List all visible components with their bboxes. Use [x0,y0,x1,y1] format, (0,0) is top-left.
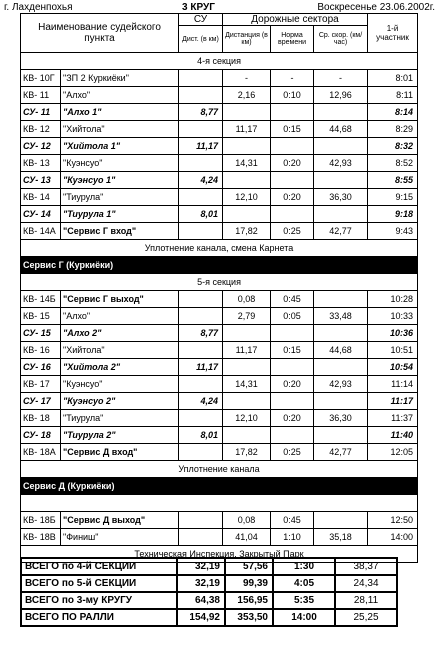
point-name: "Тиурула" [61,189,179,206]
stage-row [21,427,418,444]
point-code: КВ- 12 [21,121,61,138]
col-norm-time: Норма времени [271,26,314,53]
control-row [21,87,418,104]
point-code: КВ- 11 [21,87,61,104]
stage-row [21,138,418,155]
first-participant-time: 10:51 [368,342,418,359]
sector-distance [223,206,271,223]
service-banner-row [21,478,418,495]
point-code: СУ- 17 [21,393,61,410]
sector-distance [223,393,271,410]
su-distance: 4,24 [179,172,223,189]
section-note-row [21,274,418,291]
su-distance: 4,24 [179,393,223,410]
control-row [21,529,418,546]
sector-distance [223,359,271,376]
point-name: "Куэнсуо 1" [61,172,179,189]
summary-speed: 38,37 [335,558,397,575]
header-row-1 [21,14,418,26]
summary-speed: 25,25 [335,609,397,626]
su-distance [179,70,223,87]
norm-time [271,325,314,342]
point-name: "ЗП 2 Куркиёки" [61,70,179,87]
summary-label: ВСЕГО по 3-му КРУГУ [21,592,177,609]
avg-speed: 42,77 [314,223,368,240]
su-distance [179,410,223,427]
sector-distance: 0,08 [223,512,271,529]
control-row [21,376,418,393]
stage-row [21,206,418,223]
point-name: "Хийтола 2" [61,359,179,376]
control-row [21,291,418,308]
su-distance [179,444,223,461]
norm-time: 1:10 [271,529,314,546]
su-distance [179,121,223,138]
summary-row [21,575,397,592]
control-row [21,410,418,427]
control-row [21,444,418,461]
norm-time: 0:20 [271,410,314,427]
summary-time: 4:05 [273,575,335,592]
sector-distance: 11,17 [223,342,271,359]
norm-time [271,427,314,444]
point-code: КВ- 16 [21,342,61,359]
su-distance: 8,77 [179,104,223,121]
stage-row [21,393,418,410]
norm-time [271,138,314,155]
norm-time: 0:10 [271,87,314,104]
summary-time: 1:30 [273,558,335,575]
sector-distance: 12,10 [223,189,271,206]
summary-label: ВСЕГО по 4-й СЕКЦИИ [21,558,177,575]
section-note-row [21,53,418,70]
norm-time: 0:20 [271,155,314,172]
control-row [21,155,418,172]
su-distance: 8,01 [179,206,223,223]
sector-distance: 17,82 [223,223,271,240]
sector-distance: 14,31 [223,376,271,393]
date-label: Воскресенье 23.06.2002г. [317,2,435,13]
su-distance [179,308,223,325]
sector-distance: 2,16 [223,87,271,104]
point-name: "Куэнсуо 2" [61,393,179,410]
point-name: "Хийтола" [61,121,179,138]
loop-title: 3 КРУГ [182,2,215,13]
first-participant-time: 8:32 [368,138,418,155]
first-participant-time: 12:05 [368,444,418,461]
stage-row [21,172,418,189]
norm-time [271,172,314,189]
avg-speed: 12,96 [314,87,368,104]
point-code: КВ- 14Б [21,291,61,308]
su-distance [179,189,223,206]
point-name: "Алхо 2" [61,325,179,342]
sector-distance: 0,08 [223,291,271,308]
first-participant-time: 14:00 [368,529,418,546]
section-note-row [21,240,418,257]
avg-speed [314,427,368,444]
sector-distance [223,104,271,121]
sector-distance: 14,31 [223,155,271,172]
norm-time [271,393,314,410]
summary-distance: 57,56 [225,558,273,575]
col-avg-speed: Ср. скор. (км/час) [314,26,368,53]
sector-distance: - [223,70,271,87]
summary-distance: 99,39 [225,575,273,592]
sector-distance [223,138,271,155]
sector-distance: 12,10 [223,410,271,427]
avg-speed: 36,30 [314,410,368,427]
summary-su-distance: 32,19 [177,558,225,575]
spacer [21,495,418,512]
first-participant-time: 10:28 [368,291,418,308]
summary-label: ВСЕГО ПО РАЛЛИ [21,609,177,626]
point-name: "Алхо 1" [61,104,179,121]
avg-speed: 33,48 [314,308,368,325]
sector-distance [223,172,271,189]
avg-speed: 42,77 [314,444,368,461]
sector-distance: 41,04 [223,529,271,546]
first-participant-time: 8:01 [368,70,418,87]
point-name: "Хийтола" [61,342,179,359]
spacer-row [21,495,418,512]
service-banner: Сервис Д (Куркиёки) [21,478,418,495]
summary-distance: 156,95 [225,592,273,609]
first-participant-time: 9:15 [368,189,418,206]
su-distance [179,291,223,308]
norm-time [271,359,314,376]
sector-distance [223,427,271,444]
first-participant-time: 8:55 [368,172,418,189]
col-road-sectors: Дорожные сектора [223,14,368,26]
service-banner: Сервис Г (Куркиёки) [21,257,418,274]
point-code: КВ- 18 [21,410,61,427]
first-participant-time: 10:36 [368,325,418,342]
summary-speed: 28,11 [335,592,397,609]
point-code: СУ- 12 [21,138,61,155]
point-name: "Хийтола 1" [61,138,179,155]
norm-time: 0:25 [271,223,314,240]
col-su-dist: Дист. (в км) [179,26,223,53]
point-name: "Сервис Д вход" [61,444,179,461]
norm-time: 0:25 [271,444,314,461]
norm-time [271,206,314,223]
control-row [21,121,418,138]
avg-speed [314,206,368,223]
schedule-table [20,13,418,563]
su-distance [179,376,223,393]
first-participant-time: 11:40 [368,427,418,444]
avg-speed: - [314,70,368,87]
avg-speed [314,359,368,376]
control-row [21,223,418,240]
summary-label: ВСЕГО по 5-й СЕКЦИИ [21,575,177,592]
summary-su-distance: 64,38 [177,592,225,609]
stage-row [21,359,418,376]
avg-speed: 35,18 [314,529,368,546]
col-point-name: Наименование судейского пункта [21,14,179,53]
sector-distance [223,325,271,342]
section-note-row [21,461,418,478]
su-distance: 11,17 [179,359,223,376]
avg-speed [314,393,368,410]
norm-time [271,104,314,121]
summary-distance: 353,50 [225,609,273,626]
point-code: КВ- 18А [21,444,61,461]
stage-row [21,325,418,342]
point-code: СУ- 18 [21,427,61,444]
summary-su-distance: 32,19 [177,575,225,592]
summary-speed: 24,34 [335,575,397,592]
sector-distance: 2,79 [223,308,271,325]
control-row [21,70,418,87]
norm-time: 0:20 [271,376,314,393]
first-participant-time: 10:54 [368,359,418,376]
norm-time: 0:45 [271,291,314,308]
avg-speed: 42,93 [314,155,368,172]
point-code: КВ- 10Г [21,70,61,87]
norm-time: 0:20 [271,189,314,206]
su-distance [179,529,223,546]
point-name: "Тиурула 2" [61,427,179,444]
first-participant-time: 9:43 [368,223,418,240]
service-banner-row [21,257,418,274]
point-name: "Тиурула 1" [61,206,179,223]
avg-speed [314,104,368,121]
avg-speed [314,291,368,308]
avg-speed: 36,30 [314,189,368,206]
avg-speed [314,325,368,342]
norm-time: 0:05 [271,308,314,325]
point-code: КВ- 17 [21,376,61,393]
su-distance [179,223,223,240]
col-su: СУ [179,14,223,26]
avg-speed: 44,68 [314,342,368,359]
city-label: г. Лахденпохья [4,2,73,13]
norm-time: 0:15 [271,342,314,359]
section-note: 4-я секция [21,53,418,70]
norm-time: 0:45 [271,512,314,529]
point-name: "Сервис Г вход" [61,223,179,240]
point-code: СУ- 15 [21,325,61,342]
control-row [21,512,418,529]
section-note: 5-я секция [21,274,418,291]
summary-row [21,592,397,609]
first-participant-time: 12:50 [368,512,418,529]
point-name: "Куэнсуо" [61,376,179,393]
avg-speed: 42,93 [314,376,368,393]
first-participant-time: 11:14 [368,376,418,393]
point-name: "Сервис Д выход" [61,512,179,529]
avg-speed [314,172,368,189]
avg-speed [314,512,368,529]
point-code: СУ- 13 [21,172,61,189]
section-note: Уплотнение канала [21,461,418,478]
su-distance: 8,77 [179,325,223,342]
first-participant-time: 9:18 [368,206,418,223]
sector-distance: 17,82 [223,444,271,461]
point-code: КВ- 18В [21,529,61,546]
point-code: СУ- 16 [21,359,61,376]
point-name: "Финиш" [61,529,179,546]
su-distance: 8,01 [179,427,223,444]
first-participant-time: 11:37 [368,410,418,427]
point-code: КВ- 14А [21,223,61,240]
avg-speed: 44,68 [314,121,368,138]
first-participant-time: 10:33 [368,308,418,325]
point-code: КВ- 15 [21,308,61,325]
first-participant-time: 8:52 [368,155,418,172]
first-participant-time: 8:14 [368,104,418,121]
summary-table [20,557,398,627]
control-row [21,308,418,325]
summary-row [21,609,397,626]
point-name: "Алхо" [61,87,179,104]
point-name: "Куэнсуо" [61,155,179,172]
point-code: КВ- 18Б [21,512,61,529]
sector-distance: 11,17 [223,121,271,138]
col-distance: Дистанция (в км) [223,26,271,53]
col-first-participant: 1-й участник [368,14,418,53]
control-row [21,189,418,206]
first-participant-time: 8:29 [368,121,418,138]
summary-su-distance: 154,92 [177,609,225,626]
point-code: КВ- 14 [21,189,61,206]
page-header [4,2,435,13]
control-row [21,342,418,359]
summary-time: 5:35 [273,592,335,609]
su-distance [179,155,223,172]
norm-time: - [271,70,314,87]
first-participant-time: 8:11 [368,87,418,104]
avg-speed [314,138,368,155]
section-note: Техническая Инспекция, Закрытый Парк [21,546,418,563]
su-distance: 11,17 [179,138,223,155]
summary-time: 14:00 [273,609,335,626]
point-name: "Тиурула" [61,410,179,427]
point-code: СУ- 14 [21,206,61,223]
stage-row [21,104,418,121]
su-distance [179,512,223,529]
point-name: "Сервис Г выход" [61,291,179,308]
summary-row [21,558,397,575]
su-distance [179,342,223,359]
su-distance [179,87,223,104]
first-participant-time: 11:17 [368,393,418,410]
point-name: "Алхо" [61,308,179,325]
norm-time: 0:15 [271,121,314,138]
section-note: Уплотнение канала, смена Карнета [21,240,418,257]
point-code: КВ- 13 [21,155,61,172]
point-code: СУ- 11 [21,104,61,121]
